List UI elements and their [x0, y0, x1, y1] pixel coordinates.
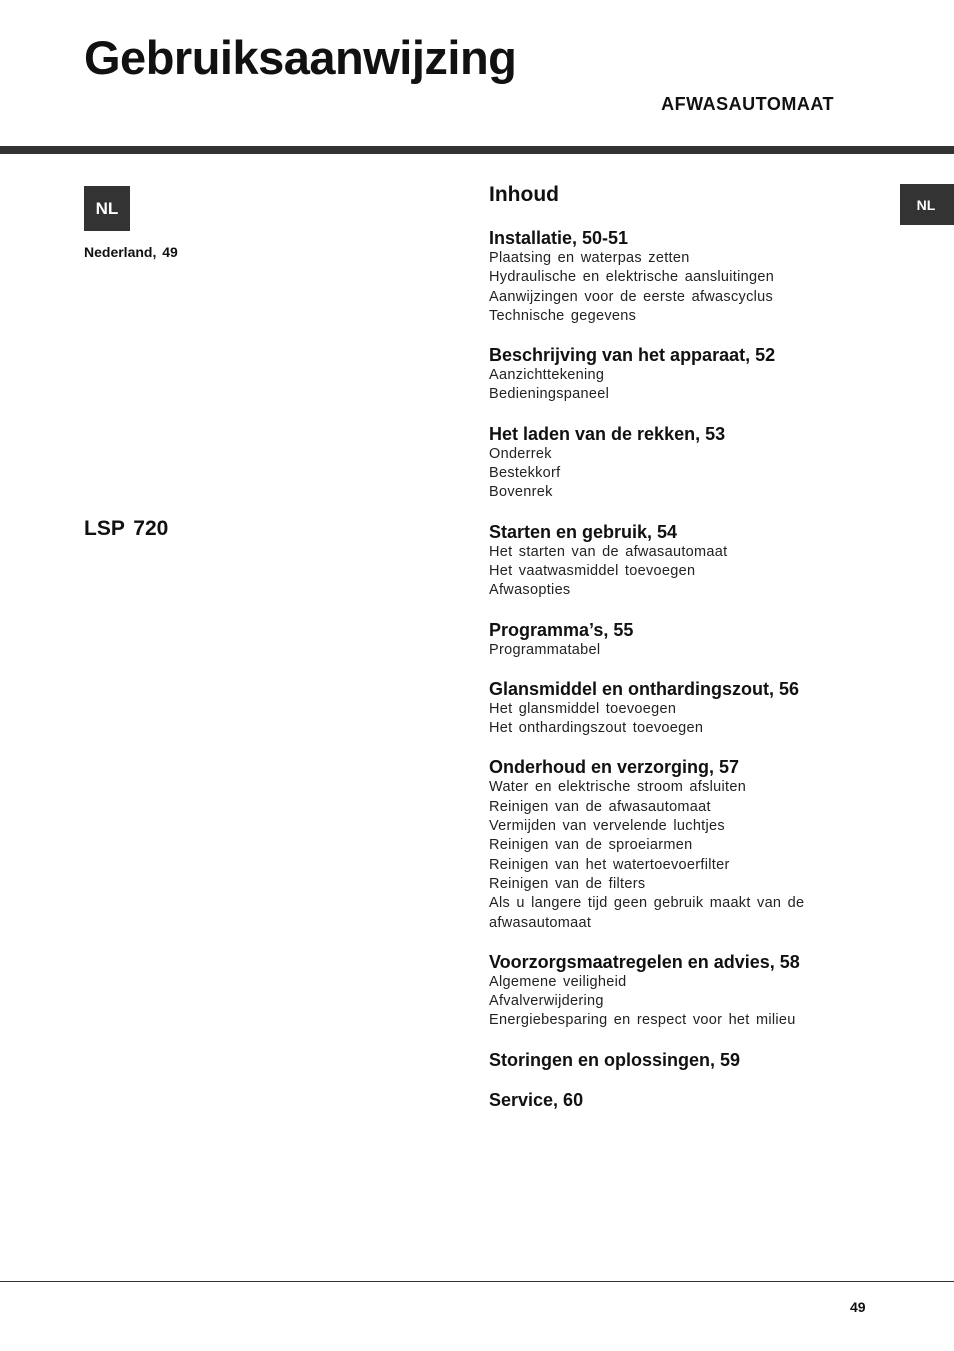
toc-item: Bovenrek — [489, 484, 553, 501]
toc-item: Reinigen van de afwasautomaat — [489, 798, 711, 815]
toc-item: Vermijden van vervelende luchtjes — [489, 818, 725, 835]
toc-section-title: Het laden van de rekken, 53 — [489, 423, 726, 444]
toc-item: Bedieningspaneel — [489, 386, 610, 403]
toc-section-title: Beschrijving van het apparaat, 52 — [489, 345, 776, 366]
toc-section — [489, 423, 889, 503]
toc-section — [489, 1049, 889, 1071]
language-badge: NL — [84, 186, 130, 231]
toc-item: Technische gegevens — [489, 307, 637, 324]
toc-item: Als u langere tijd geen gebruik maakt van de — [489, 895, 805, 912]
toc-heading: Inhoud — [489, 183, 559, 206]
toc-section — [489, 756, 889, 932]
toc-item: Water en elektrische stroom afsluiten — [489, 779, 747, 796]
table-of-contents — [489, 182, 889, 1129]
toc-item: Bestekkorf — [489, 465, 561, 482]
toc-item: Energiebesparing en respect voor het milieu — [489, 1012, 796, 1029]
toc-item: Hydraulische en elektrische aansluitingen — [489, 269, 775, 286]
toc-section — [489, 344, 889, 405]
toc-item: Afwasopties — [489, 582, 571, 599]
toc-section — [489, 619, 889, 660]
toc-section-title: Storingen en oplossingen, 59 — [489, 1049, 741, 1070]
toc-item: afwasautomaat — [489, 914, 592, 931]
toc-section-title: Programma’s, 55 — [489, 619, 634, 640]
footer-divider — [0, 1281, 954, 1282]
toc-item: Algemene veiligheid — [489, 973, 627, 990]
toc-item: Het glansmiddel toevoegen — [489, 700, 677, 717]
toc-section — [489, 678, 889, 739]
page-number: 49 — [850, 1299, 866, 1315]
toc-item: Programmatabel — [489, 641, 601, 658]
toc-section-title: Installatie, 50-51 — [489, 228, 629, 248]
toc-section-title: Starten en gebruik, 54 — [489, 521, 678, 542]
toc-section-title: Glansmiddel en onthardingszout, 56 — [489, 678, 800, 699]
toc-section — [489, 227, 889, 326]
toc-item: Reinigen van de filters — [489, 875, 646, 892]
toc-item: Plaatsing en waterpas zetten — [489, 250, 690, 266]
model-number: LSP 720 — [84, 517, 169, 540]
product-type-label: AFWASAUTOMAAT — [661, 94, 834, 114]
header-divider — [0, 146, 954, 154]
toc-item: Het starten van de afwasautomaat — [489, 543, 728, 560]
toc-item: Aanzichttekening — [489, 367, 605, 384]
toc-section-title: Service, 60 — [489, 1089, 584, 1110]
toc-item: Reinigen van het watertoevoerfilter — [489, 856, 730, 873]
toc-section-title: Voorzorgsmaatregelen en advies, 58 — [489, 951, 800, 972]
toc-sections — [489, 227, 889, 1111]
page-title: Gebruiksaanwijzing — [84, 31, 517, 84]
toc-item: Afvalverwijdering — [489, 993, 604, 1010]
country-reference: Nederland, 49 — [84, 244, 178, 260]
toc-item: Reinigen van de sproeiarmen — [489, 837, 693, 854]
toc-section-title: Onderhoud en verzorging, 57 — [489, 757, 740, 778]
toc-section — [489, 521, 889, 601]
toc-item: Het onthardingszout toevoegen — [489, 720, 704, 737]
toc-section — [489, 951, 889, 1031]
toc-item: Onderrek — [489, 445, 552, 462]
toc-section — [489, 1089, 889, 1111]
language-side-tab: NL — [900, 184, 954, 225]
toc-item: Aanwijzingen voor de eerste afwascyclus — [489, 288, 774, 305]
toc-item: Het vaatwasmiddel toevoegen — [489, 562, 696, 579]
